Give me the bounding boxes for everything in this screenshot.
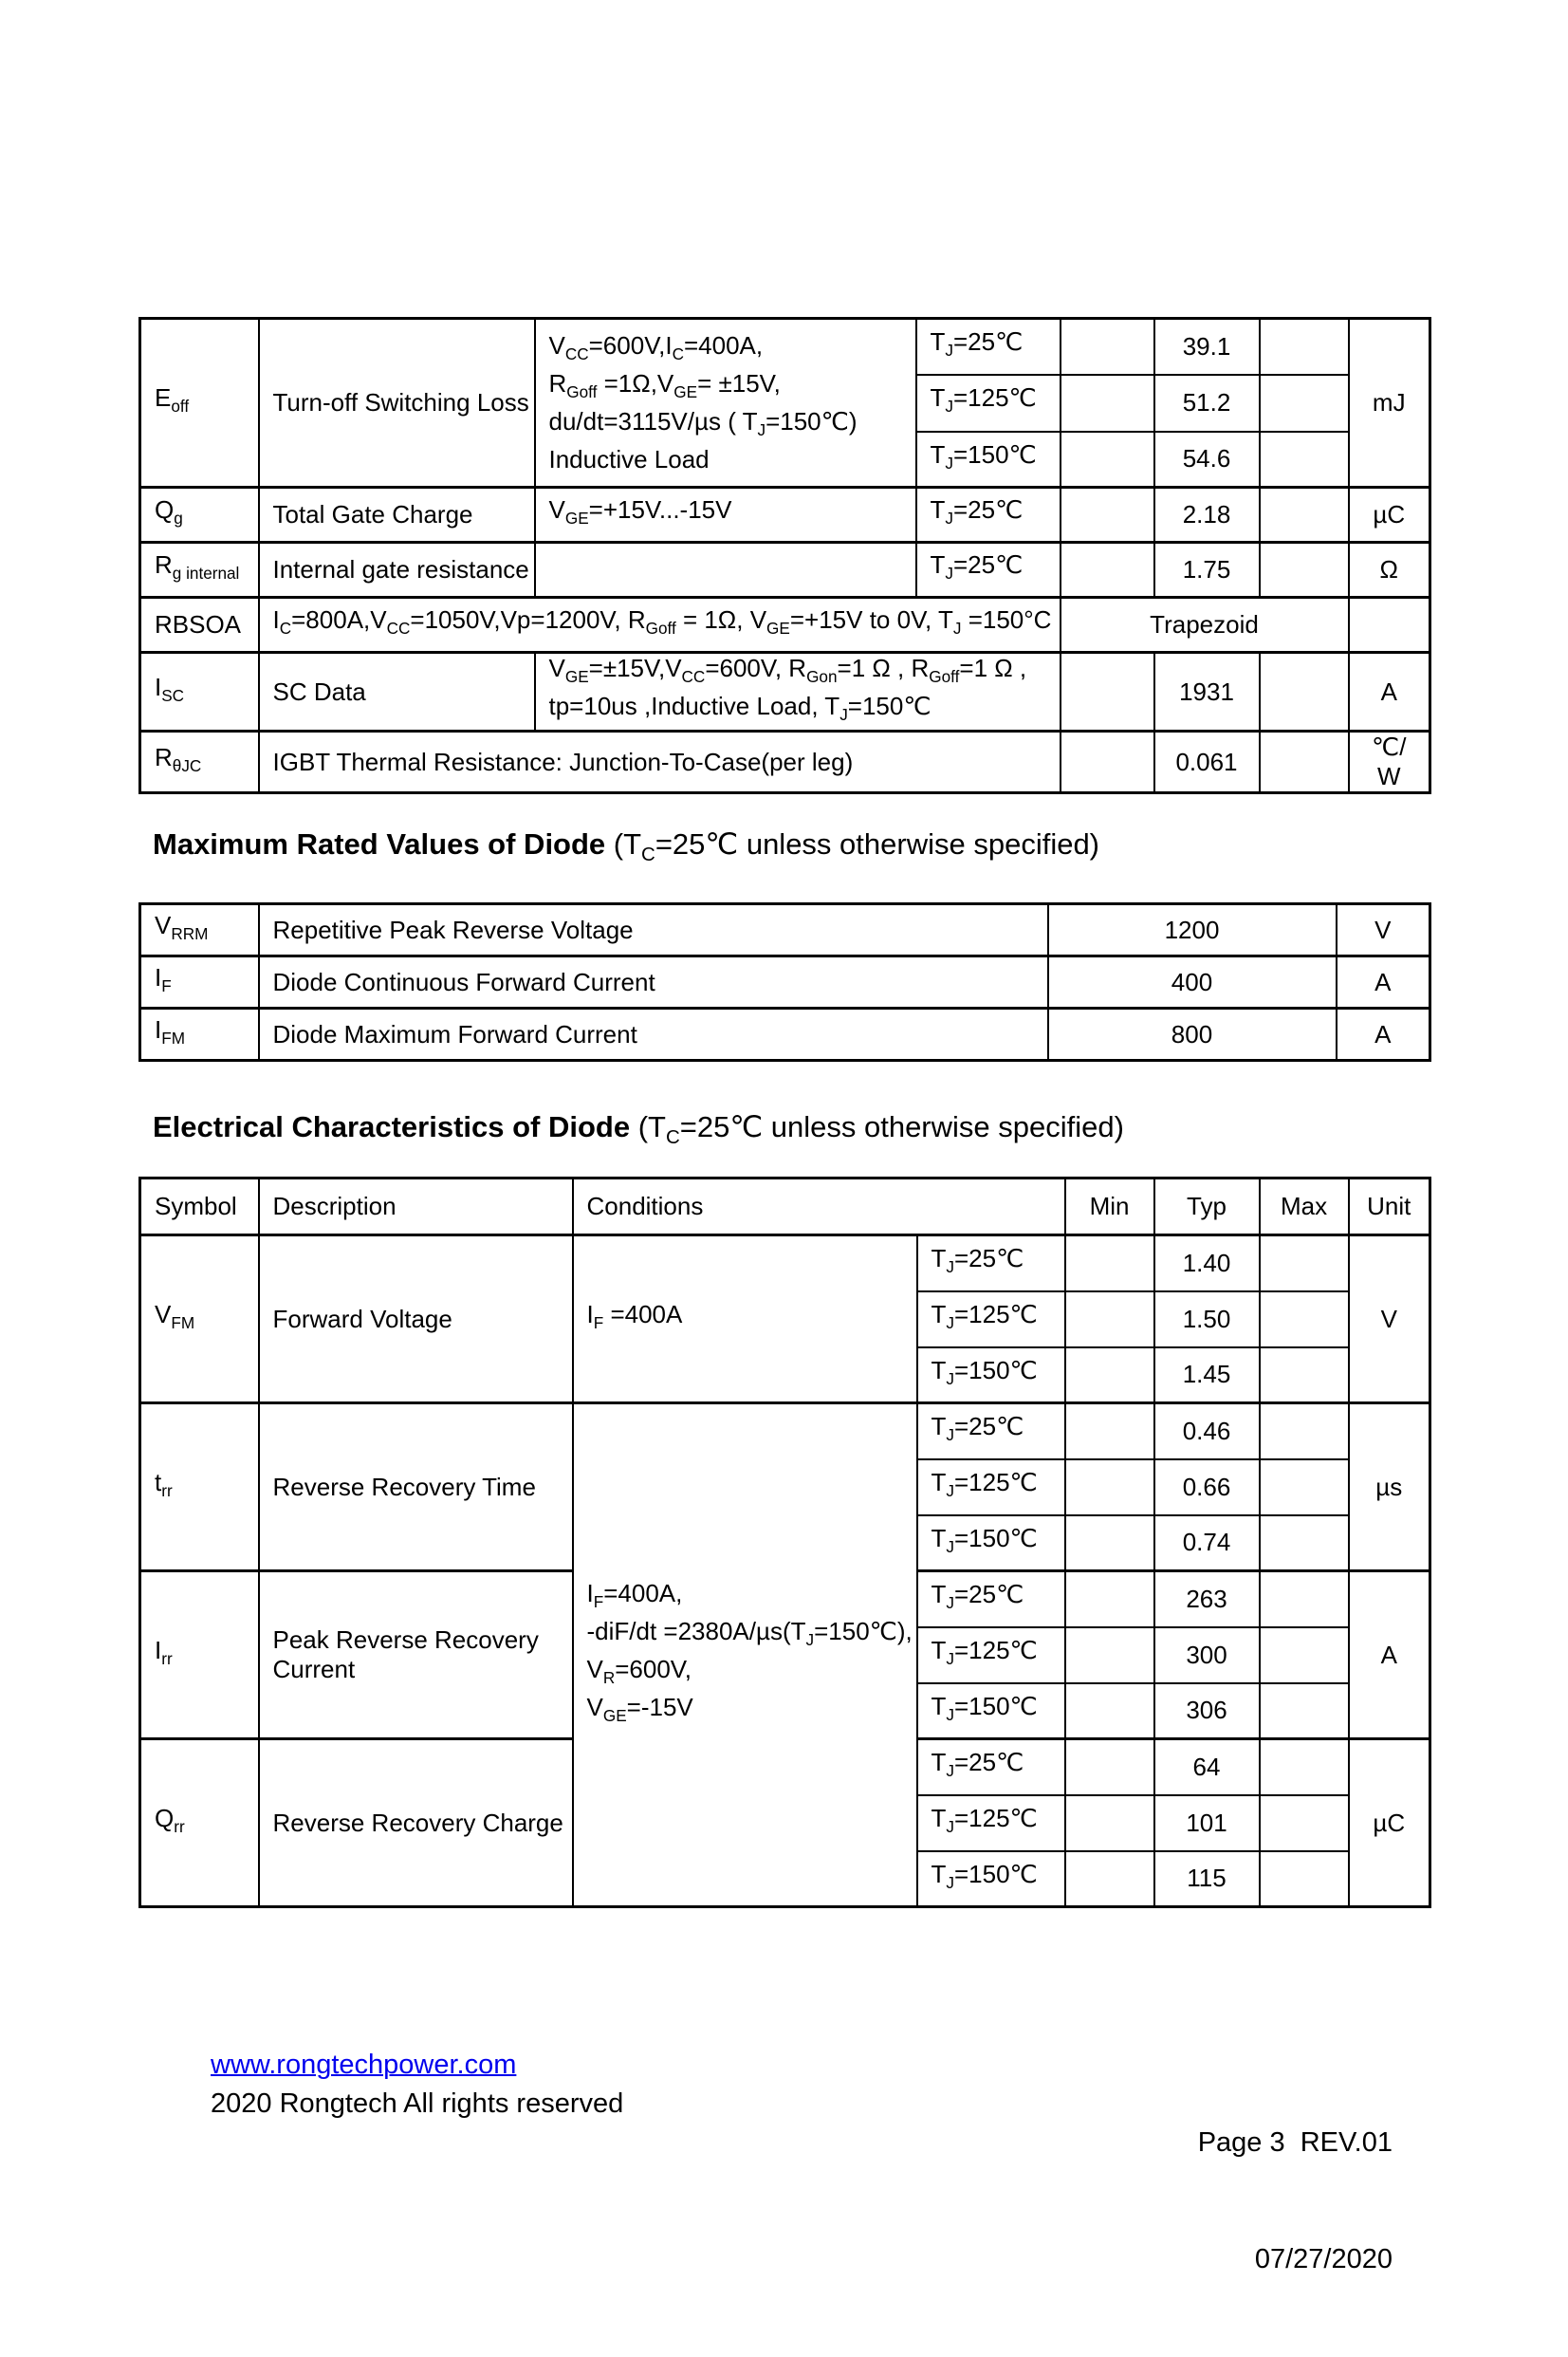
cell-symbol: $V_{FM}$ xyxy=(140,1235,259,1403)
table-row xyxy=(140,956,1430,1009)
cell-description: Reverse Recovery Time xyxy=(259,1403,573,1571)
table-header-row xyxy=(140,1178,1430,1235)
footer-right xyxy=(1198,2046,1393,2357)
cell-max xyxy=(1260,1627,1349,1683)
col-header-max: Max xyxy=(1260,1178,1349,1235)
cell-tj: $T_J=150℃$ xyxy=(917,1683,1065,1739)
cell-unit: µC xyxy=(1349,1739,1430,1907)
cell-max xyxy=(1260,319,1349,375)
cell-symbol: $I_{rr}$ xyxy=(140,1571,259,1739)
cell-unit: V xyxy=(1349,1235,1430,1403)
cell-unit: ℃/ W xyxy=(1349,732,1430,793)
cell-unit: mJ xyxy=(1349,319,1430,488)
cell-conditions: $I_F=400A$, $-diF/dt =2380A/\mu s(T_J=150℃)$, $V_R=600V$, $V_{GE}=-15V$ xyxy=(573,1403,917,1907)
cell-unit: V xyxy=(1337,904,1430,956)
cell-typ: 1.40 xyxy=(1154,1235,1260,1291)
cell-max xyxy=(1260,1459,1349,1515)
cell-typ: 1.75 xyxy=(1154,543,1260,598)
diode-max-heading xyxy=(153,827,1099,866)
diode-max-ratings-table xyxy=(138,902,1431,1062)
cell-conditions xyxy=(535,543,916,598)
cell-typ: 1.50 xyxy=(1154,1291,1260,1347)
cell-max xyxy=(1260,488,1349,543)
col-header-typ: Typ xyxy=(1154,1178,1260,1235)
cell-unit: µC xyxy=(1349,488,1430,543)
cell-symbol: $I_{SC}$ xyxy=(140,653,259,732)
heading-condition-text: ($T_C=25℃$ unless otherwise specified) xyxy=(630,1110,1124,1149)
cell-min xyxy=(1065,1627,1154,1683)
cell-description: Diode Maximum Forward Current xyxy=(259,1009,1048,1061)
page-number: Page 3 REV.01 xyxy=(1197,2127,1393,2158)
igbt-switching-table xyxy=(138,317,1431,794)
cell-max xyxy=(1260,1795,1349,1851)
footer-left xyxy=(211,2046,623,2124)
cell-symbol: $V_{RRM}$ xyxy=(140,904,259,956)
table-row xyxy=(140,488,1430,543)
cell-symbol: $I_{FM}$ xyxy=(140,1009,259,1061)
cell-typ: 1931 xyxy=(1154,653,1260,732)
cell-max xyxy=(1260,1235,1349,1291)
cell-max xyxy=(1260,432,1349,488)
cell-typ: 115 xyxy=(1154,1851,1260,1907)
cell-tj: $T_J=125℃$ xyxy=(917,1459,1065,1515)
cell-conditions: $I_F =400A$ xyxy=(573,1235,917,1403)
col-header-conditions: Conditions xyxy=(573,1178,1065,1235)
table-row xyxy=(140,598,1430,653)
cell-unit: A xyxy=(1337,1009,1430,1061)
heading-bold-text: Electrical Characteristics of Diode xyxy=(153,1110,631,1143)
diode-electrical-table xyxy=(138,1177,1431,1908)
cell-max xyxy=(1260,1683,1349,1739)
cell-description: SC Data xyxy=(259,653,535,732)
cell-min xyxy=(1061,653,1154,732)
cell-typ: 0.46 xyxy=(1154,1403,1260,1459)
cell-value: 400 xyxy=(1048,956,1337,1009)
cell-min xyxy=(1061,375,1154,432)
cell-typ: 306 xyxy=(1154,1683,1260,1739)
cell-tj: $T_J=25℃$ xyxy=(916,543,1061,598)
col-header-unit: Unit xyxy=(1349,1178,1430,1235)
cell-tj: $T_J=150℃$ xyxy=(917,1515,1065,1571)
cell-description: Diode Continuous Forward Current xyxy=(259,956,1048,1009)
cell-min xyxy=(1065,1571,1154,1627)
cell-unit xyxy=(1349,598,1430,653)
cell-min xyxy=(1061,488,1154,543)
cell-tj: $T_J=25℃$ xyxy=(916,488,1061,543)
cell-symbol: RBSOA xyxy=(140,598,259,653)
cell-min xyxy=(1065,1683,1154,1739)
cell-description: Turn-off Switching Loss xyxy=(259,319,535,488)
cell-min xyxy=(1065,1347,1154,1403)
cell-symbol: $R_{g internal}$ xyxy=(140,543,259,598)
cell-typ: 64 xyxy=(1154,1739,1260,1795)
cell-description: Peak Reverse Recovery Current xyxy=(259,1571,573,1739)
table-row xyxy=(140,904,1430,956)
cell-min xyxy=(1065,1795,1154,1851)
table-row xyxy=(140,653,1430,732)
cell-typ: 54.6 xyxy=(1154,432,1260,488)
cell-tj: $T_J=150℃$ xyxy=(917,1851,1065,1907)
cell-typ: 101 xyxy=(1154,1795,1260,1851)
cell-description: Repetitive Peak Reverse Voltage xyxy=(259,904,1048,956)
cell-value: 800 xyxy=(1048,1009,1337,1061)
cell-conditions: $I_C=800A,V_{CC}=1050V,Vp=1200V$, $R_{Goff} = 1\Omega$, $V_{GE}=+15V$ to 0V, $T_J =150^\circ C$ xyxy=(259,598,1061,653)
cell-conditions: $V_{GE}=+15V...-15V$ xyxy=(535,488,916,543)
cell-max xyxy=(1260,653,1349,732)
diode-electrical-heading xyxy=(153,1110,1124,1149)
cell-tj: $T_J=125℃$ xyxy=(916,375,1061,432)
cell-unit: Ω xyxy=(1349,543,1430,598)
table-row xyxy=(140,1009,1430,1061)
cell-tj: $T_J=150℃$ xyxy=(917,1347,1065,1403)
cell-typ: 0.74 xyxy=(1154,1515,1260,1571)
cell-symbol: $Q_{rr}$ xyxy=(140,1739,259,1907)
cell-typ: 300 xyxy=(1154,1627,1260,1683)
cell-tj: $T_J=25℃$ xyxy=(917,1571,1065,1627)
cell-min xyxy=(1061,432,1154,488)
cell-tj: $T_J=125℃$ xyxy=(917,1627,1065,1683)
cell-max xyxy=(1260,1515,1349,1571)
cell-symbol: $Q_g$ xyxy=(140,488,259,543)
cell-max xyxy=(1260,1851,1349,1907)
copyright-text: 2020 Rongtech All rights reserved xyxy=(211,2088,624,2119)
table-row xyxy=(140,1235,1430,1291)
cell-max xyxy=(1260,1571,1349,1627)
cell-typ: 0.061 xyxy=(1154,732,1260,793)
cell-symbol: $R_{\theta JC}$ xyxy=(140,732,259,793)
cell-typ: 39.1 xyxy=(1154,319,1260,375)
cell-min xyxy=(1065,1851,1154,1907)
cell-tj: $T_J=25℃$ xyxy=(917,1235,1065,1291)
cell-description: Total Gate Charge xyxy=(259,488,535,543)
cell-max xyxy=(1260,375,1349,432)
cell-min xyxy=(1061,543,1154,598)
cell-unit: A xyxy=(1337,956,1430,1009)
col-header-symbol: Symbol xyxy=(140,1178,259,1235)
cell-symbol: $I_F$ xyxy=(140,956,259,1009)
cell-symbol: $t_{rr}$ xyxy=(140,1403,259,1571)
cell-max xyxy=(1260,543,1349,598)
cell-value: 1200 xyxy=(1048,904,1337,956)
cell-tj: $T_J=125℃$ xyxy=(917,1795,1065,1851)
website-link[interactable]: www.rongtechpower.com xyxy=(211,2050,517,2080)
cell-min xyxy=(1065,1515,1154,1571)
cell-conditions: $V_{GE}=\pm 15V,V_{CC}=600V$, $R_{Gon}=1$ Ω , $R_{Goff}=1$ Ω , tp=10us ,Inductive Load, $T_J=150℃$ xyxy=(535,653,1061,732)
table-row xyxy=(140,1403,1430,1459)
cell-typ: 51.2 xyxy=(1154,375,1260,432)
cell-tj: $T_J=150℃$ xyxy=(916,432,1061,488)
cell-max xyxy=(1260,1347,1349,1403)
table-row xyxy=(140,732,1430,793)
cell-max xyxy=(1260,1291,1349,1347)
cell-unit: A xyxy=(1349,1571,1430,1739)
cell-value: Trapezoid xyxy=(1061,598,1349,653)
cell-min xyxy=(1061,319,1154,375)
table-row xyxy=(140,543,1430,598)
revision-date: 07/27/2020 xyxy=(1254,2244,1393,2274)
cell-unit: µs xyxy=(1349,1403,1430,1571)
cell-typ: 263 xyxy=(1154,1571,1260,1627)
cell-tj: $T_J=125℃$ xyxy=(917,1291,1065,1347)
cell-max xyxy=(1260,1739,1349,1795)
heading-condition-text: ($T_C=25℃$ unless otherwise specified) xyxy=(605,827,1100,866)
cell-tj: $T_J=25℃$ xyxy=(917,1739,1065,1795)
cell-typ: 2.18 xyxy=(1154,488,1260,543)
cell-min xyxy=(1065,1739,1154,1795)
cell-typ: 0.66 xyxy=(1154,1459,1260,1515)
cell-min xyxy=(1061,732,1154,793)
cell-unit: A xyxy=(1349,653,1430,732)
cell-symbol: $E_{off}$ xyxy=(140,319,259,488)
cell-typ: 1.45 xyxy=(1154,1347,1260,1403)
heading-bold-text: Maximum Rated Values of Diode xyxy=(153,827,606,861)
cell-tj: $T_J=25℃$ xyxy=(917,1403,1065,1459)
cell-description: Internal gate resistance xyxy=(259,543,535,598)
cell-max xyxy=(1260,1403,1349,1459)
cell-max xyxy=(1260,732,1349,793)
cell-min xyxy=(1065,1291,1154,1347)
cell-min xyxy=(1065,1459,1154,1515)
cell-min xyxy=(1065,1235,1154,1291)
col-header-description: Description xyxy=(259,1178,573,1235)
cell-min xyxy=(1065,1403,1154,1459)
cell-description: Reverse Recovery Charge xyxy=(259,1739,573,1907)
col-header-min: Min xyxy=(1065,1178,1154,1235)
cell-tj: $T_J=25℃$ xyxy=(916,319,1061,375)
table-row xyxy=(140,319,1430,375)
cell-description: IGBT Thermal Resistance: Junction-To-Case(per leg) xyxy=(259,732,1061,793)
cell-conditions: $V_{CC}=600V,I_C=400A$, $R_{Goff} =1\Omega,V_{GE}= \pm 15V$, du/dt=3115V/µs ( $T_J=150℃$) Inductive Load xyxy=(535,319,916,488)
cell-description: Forward Voltage xyxy=(259,1235,573,1403)
